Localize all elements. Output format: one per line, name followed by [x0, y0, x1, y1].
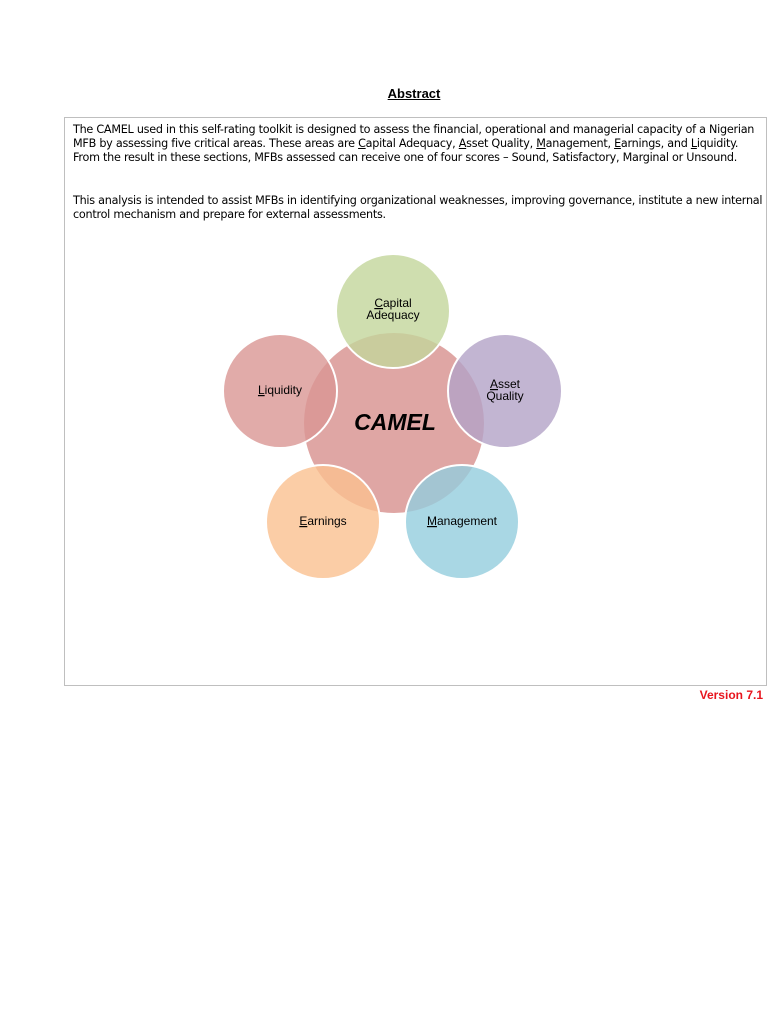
abstract-paragraph-1: The CAMEL used in this self-rating toolkit is designed to assess the financial, operational and managerial capacity of a Nigerian MFB by assessing five critical areas. These areas are Capital Adequacy, Asset Quality, Management, Earnings, and Liquidity. From the result in these sections, MFBs assessed can receive one of four scores – Sound, Satisfactory, Marginal or Unsound.	[73, 123, 755, 164]
abstract-title: Abstract	[387, 86, 441, 101]
asset-quality-label-line2: Quality	[486, 389, 524, 403]
center-label: CAMEL	[354, 409, 436, 435]
capital-adequacy-label: Capital	[374, 296, 412, 310]
abstract-paragraph-2: This analysis is intended to assist MFBs in identifying organizational weaknesses, improving governance, institute a new internal control mechanism and prepare for external assessments.	[73, 194, 763, 221]
management-label: Management	[426, 514, 498, 528]
earnings-label: Earnings	[299, 514, 347, 528]
liquidity-label: Liquidity	[257, 383, 303, 397]
version-label: Version 7.1	[699, 688, 763, 702]
asset-quality-label: Asset	[489, 377, 521, 391]
capital-adequacy-label-line2: Adequacy	[366, 308, 420, 322]
